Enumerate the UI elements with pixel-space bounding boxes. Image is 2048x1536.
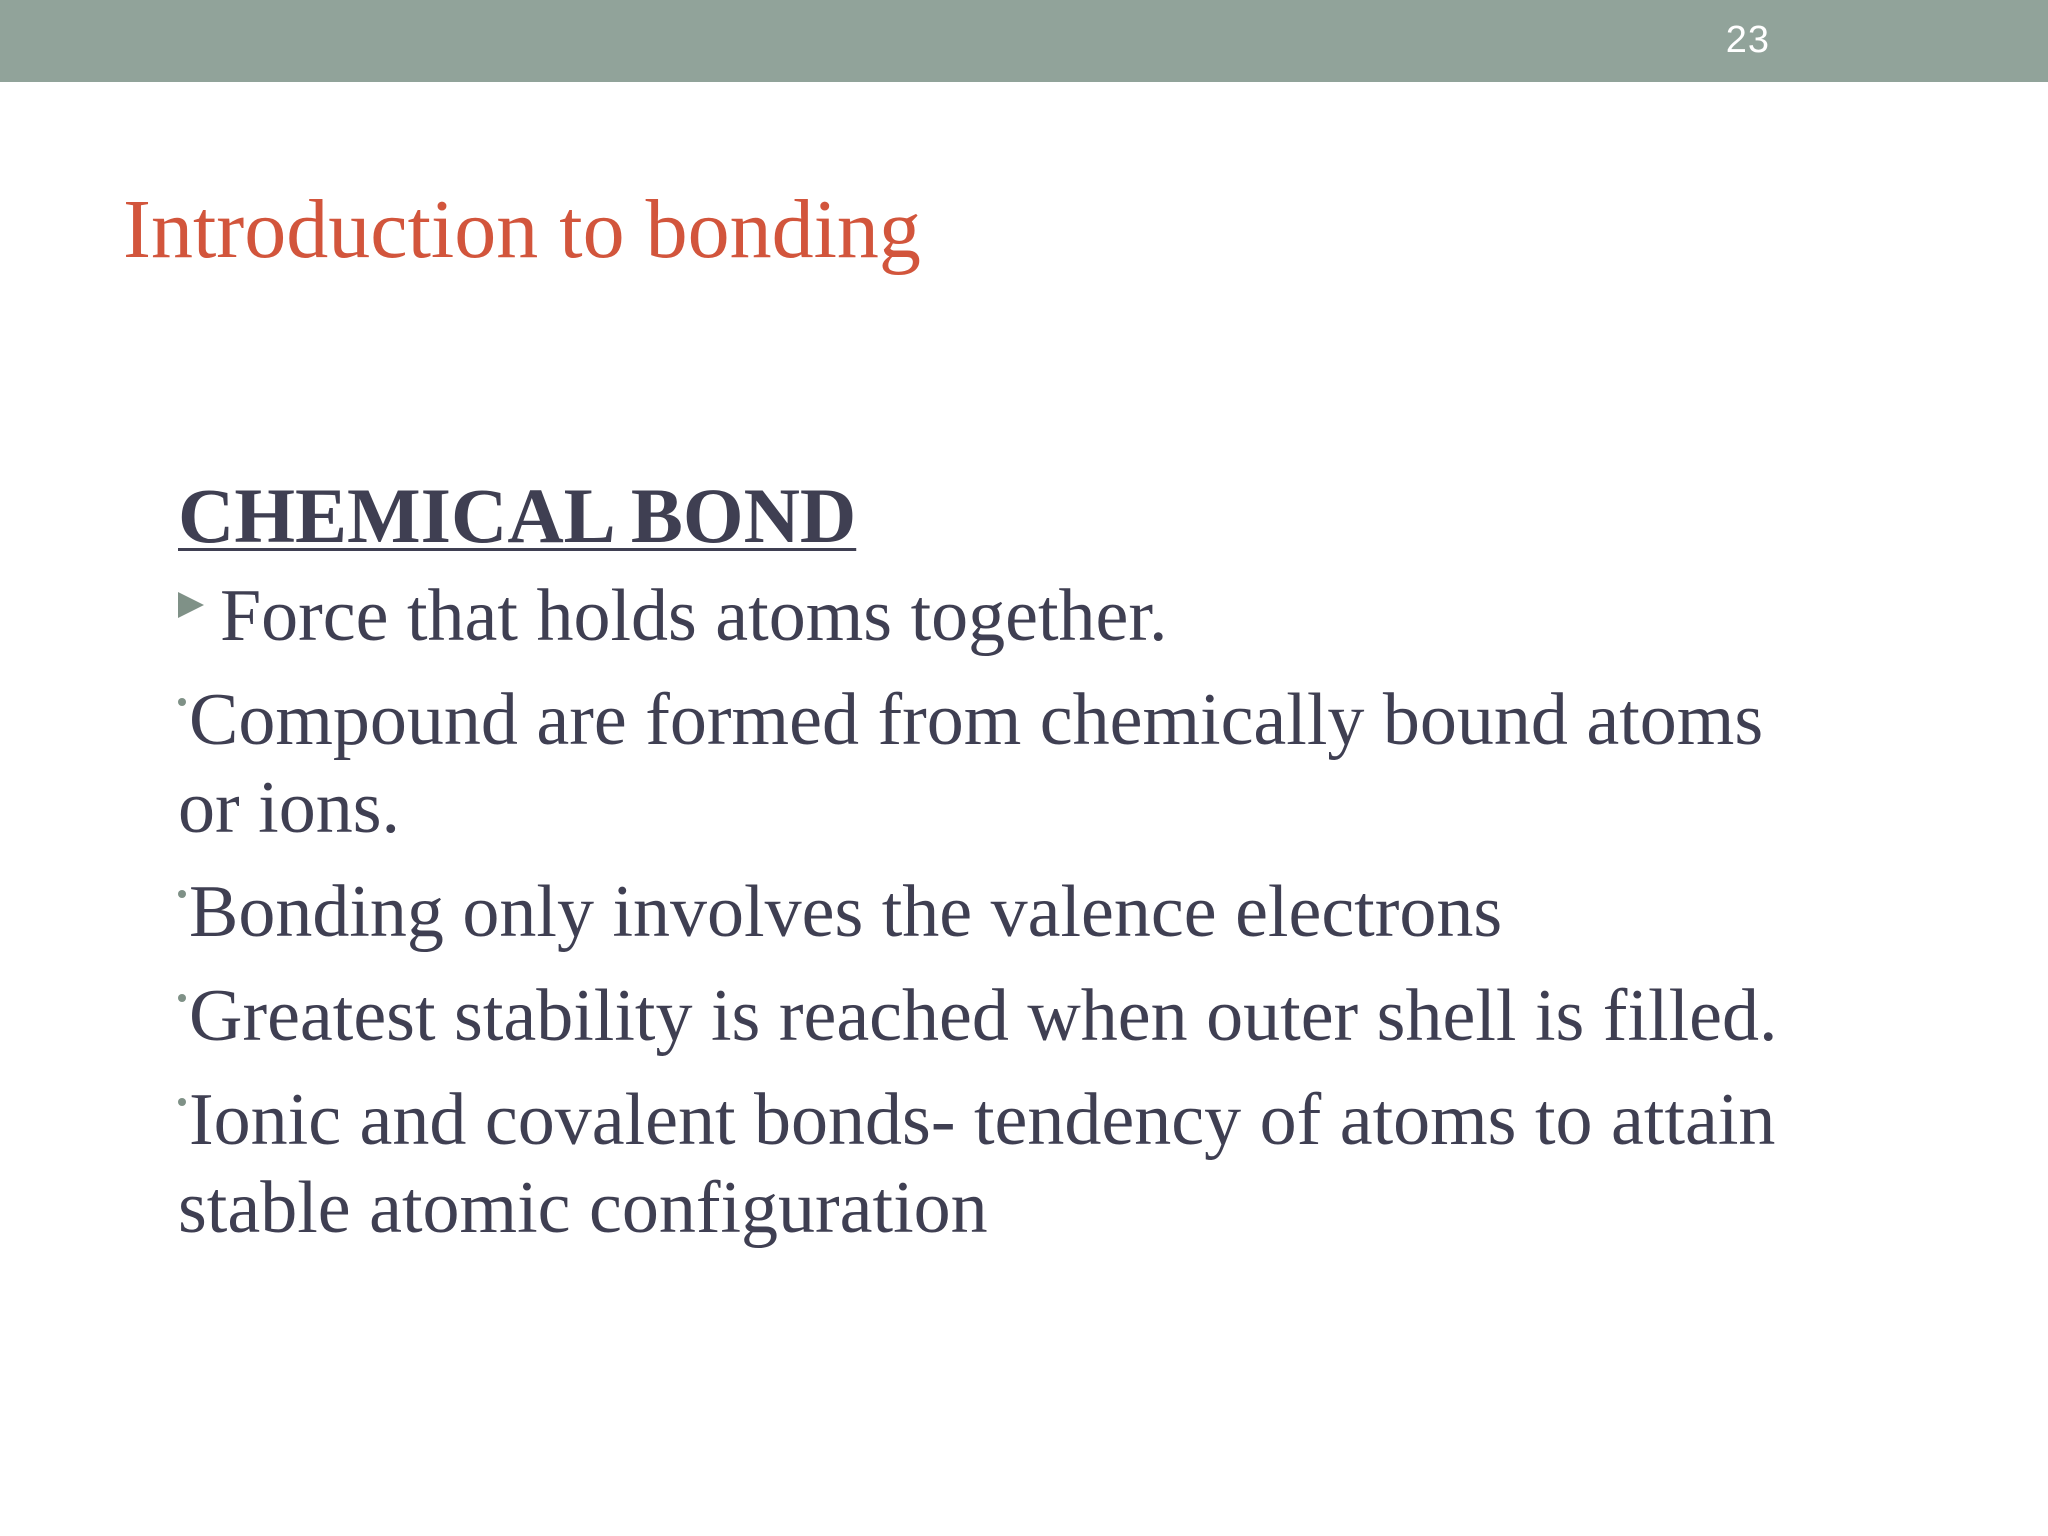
bullet-text: Greatest stability is reached when outer shell is filled. [189,975,1778,1057]
bullet-item [178,868,1778,956]
bullet-item [178,972,1778,1060]
bullet-text: Force that holds atoms together. [220,575,1168,657]
dot-bullet-icon [178,698,186,706]
dot-bullet-icon [178,1098,186,1106]
bullet-item [178,1076,1778,1252]
dot-bullet-icon [178,994,186,1002]
slide-number: 23 [1725,19,1770,61]
bullet-item [178,676,1778,852]
triangle-bullet-icon [178,592,204,618]
bullet-item [178,572,1778,660]
bullet-text: Bonding only involves the valence electrons [189,871,1503,953]
bullet-text: Ionic and covalent bonds- tendency of atoms to attain stable atomic configuration [178,1079,1776,1249]
section-heading: CHEMICAL BOND [178,472,857,559]
bullet-text: Compound are formed from chemically bound atoms or ions. [178,679,1764,849]
slide-content [178,470,1778,1268]
slide-title: Introduction to bonding [123,183,921,276]
slide-header-bar [0,0,2048,82]
dot-bullet-icon [178,890,186,898]
